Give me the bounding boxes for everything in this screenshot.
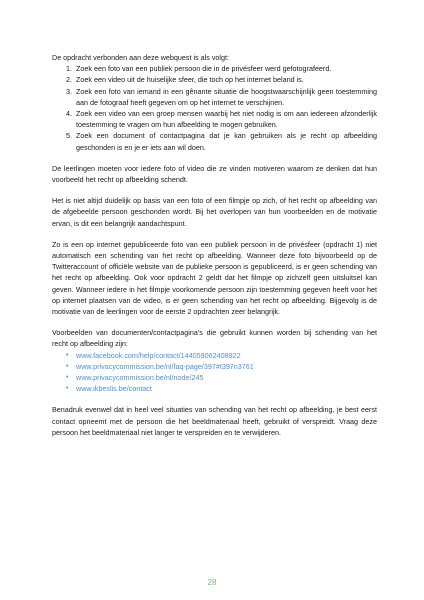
task-item: 3. Zoek een foto van iemand in een gênante situatie die hoogstwaarschijnlijk geen toestemming aan de fotograaf heeft gegeven om op het internet te verschijnen. [74, 86, 377, 108]
task-item: 4. Zoek een video van een groep mensen waarbij het niet nodig is om aan iedereen afzonderlijk toestemming te vragen om hun afbeelding te mogen gebruiken. [74, 108, 377, 130]
task-item: 5. Zoek een document of contactpagina dat je kan gebruiken als je recht op afbeelding geschonden is en je er iets aan wil doen. [74, 130, 377, 152]
privacycommission-faq-link[interactable]: www.privacycommission.be/nl/faq-page/397#t397n3761 [76, 361, 254, 371]
paragraph-clarity: Het is niet altijd duidelijk op basis van een foto of een filmpje op zich, of het recht op afbeelding van de afgebeelde persoon geschonden wordt. Bij het overlopen van hun voorbeelden en de motivatie ervan, is dit een belangrijk aandachtspunt. [52, 196, 377, 228]
paragraph-examples-discussion: Zo is een op internet gepubliceerde foto van een publiek persoon in de privésfeer (opdracht 1) niet automatisch een schending van het recht op afbeelding. Wanneer deze foto bijvoorbeeld op de Twitteraccount of officiële website van de publieke persoon is gepubliceerd, is er geen schending van het recht op afbeelding. Ook voor opdracht 2 geldt dat het filmpje op zichzelf geen uitsluitsel kan geven. Wanneer iedere in het filmpje voorkomende persoon zijn toestemming gegeven heeft voor het op internet plaatsen van de video, is er geen schending van het recht op afbeelding. Bijgevolg is de motivatie van de leerlingen voor de eerste 2 opdrachten zeer belangrijk. [52, 239, 377, 317]
page-number: 28 [207, 578, 217, 587]
privacycommission-node-link[interactable]: www.privacycommission.be/nl/node/245 [76, 373, 204, 383]
list-item [76, 361, 377, 372]
list-item [76, 383, 377, 394]
paragraph-motivation: De leerlingen moeten voor iedere foto of video die ze vinden motiveren waarom ze denken dat hun voorbeeld het recht op afbeelding schendt. [52, 163, 377, 185]
list-item [76, 372, 377, 383]
task-list [52, 63, 377, 153]
list-item [76, 350, 377, 361]
closing-paragraph: Benadruk evenwel dat in heel veel situaties van schending van het recht op afbeelding, je best eerst contact opneemt met de persoon die het beeldmateriaal heeft, gebruikt of verspreidt. Vraag deze persoon het beeldmateriaal niet langer te verspreiden en te verwijderen. [52, 405, 377, 437]
document-body [52, 52, 377, 438]
task-item: 2. Zoek een video uit de huiselijke sfeer, die toch op het internet beland is. [74, 74, 377, 85]
link-list [52, 350, 377, 395]
ikbeslis-contact-link[interactable]: www.ikbeslis.be/contact [76, 384, 152, 394]
task-item: 1. Zoek een foto van een publiek persoon die in de privésfeer werd gefotografeerd. [74, 63, 377, 74]
facebook-help-link[interactable]: www.facebook.com/help/contact/144059062408922 [76, 350, 241, 360]
examples-intro: Voorbeelden van documenten/contactpagina's die gebruikt kunnen worden bij schending van het recht op afbeelding zijn: [52, 328, 377, 349]
intro-text: De opdracht verbonden aan deze webquest is als volgt: [52, 53, 230, 62]
